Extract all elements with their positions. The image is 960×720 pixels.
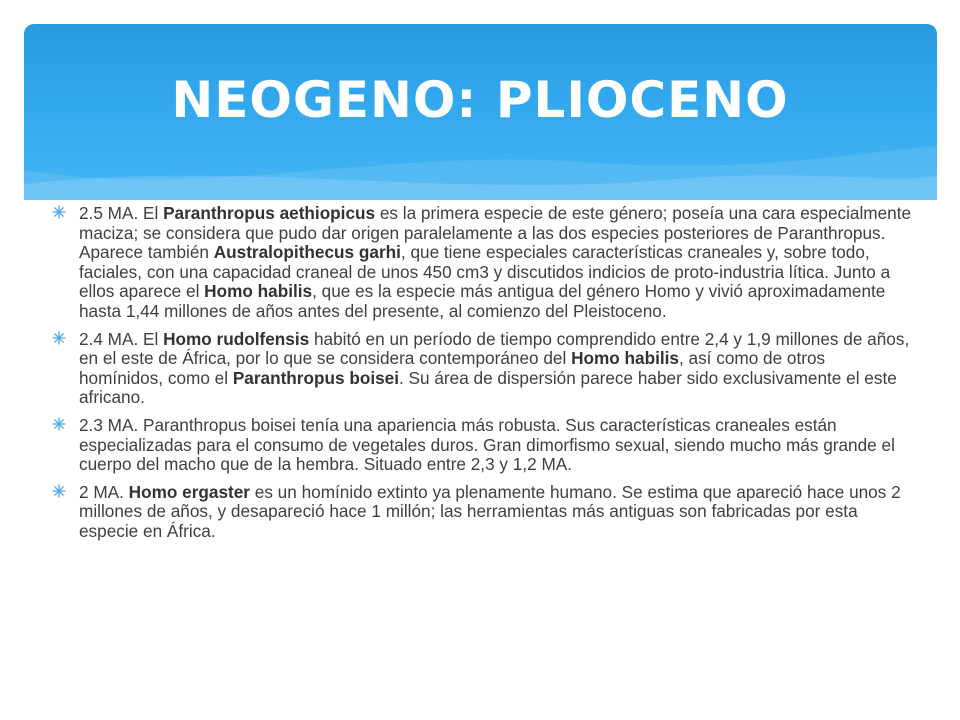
text-segment: , que es la especie más antigua del género Homo y vivió aproximadamente hasta 1,44 millones de años antes del presente, al comienzo del Pleistoceno. [79,281,886,321]
asterisk-icon [52,331,66,345]
text-segment: , así como de otros homínidos, como el [79,348,826,388]
bold-term: Homo habilis [571,348,679,369]
bullet-item [52,416,912,475]
bullet-list [52,204,912,550]
bold-term: Homo habilis [204,281,313,302]
asterisk-icon [52,484,66,498]
text-segment: 2.5 MA. El [79,203,164,223]
text-segment: 2.4 MA. El [79,328,164,349]
text-segment: 2 MA. [79,481,129,502]
bold-term: Homo ergaster [128,481,250,502]
text-segment: habitó en un período de tiempo comprendido entre 2,4 y 1,9 millones de años, en el este de África, por lo que se considera contemporáneo del [79,328,910,369]
text-segment: es un homínido extinto ya plenamente humano. Se estima que apareció hace unos 2 millones de años, y desapareció hace 1 millón; las herramientas más antiguas son fabricadas por esta especie en África. [79,481,901,541]
bold-term: Australopithecus garhi [213,242,401,263]
banner-wave-decoration [24,140,937,200]
bullet-item [52,330,912,408]
slide-title: NEOGENO: PLIOCENO [171,71,789,129]
bold-term: Paranthropus boisei [232,367,399,388]
asterisk-icon [52,205,66,219]
bullet-item [52,483,912,542]
asterisk-icon [52,417,66,431]
bullet-item [52,204,912,322]
text-segment: . Su área de dispersión parece haber sido exclusivamente el este africano. [79,367,897,408]
text-segment: , que tiene especiales características craneales y, sobre todo, faciales, con una capacidad craneal de unos 450 cm3 y discutidos indicios de proto-industria lítica. Junto a ellos aparece el [79,242,891,302]
bold-term: Paranthropus aethiopicus [163,203,376,223]
text-segment: 2.3 MA. Paranthropus boisei tenía una apariencia más robusta. Sus características craneales están especializadas para el consumo de vegetales duros. Gran dimorfismo sexual, siendo mucho más grande el cuerpo del macho que de la hembra. Situado entre 2,3 y 1,2 MA. [79,414,895,475]
bold-term: Homo rudolfensis [163,328,310,349]
text-segment: es la primera especie de este género; poseía una cara especialmente maciza; se considera que pudo dar origen paralelamente a las dos especies posteriores de Paranthropus. Aparece también [79,203,912,263]
